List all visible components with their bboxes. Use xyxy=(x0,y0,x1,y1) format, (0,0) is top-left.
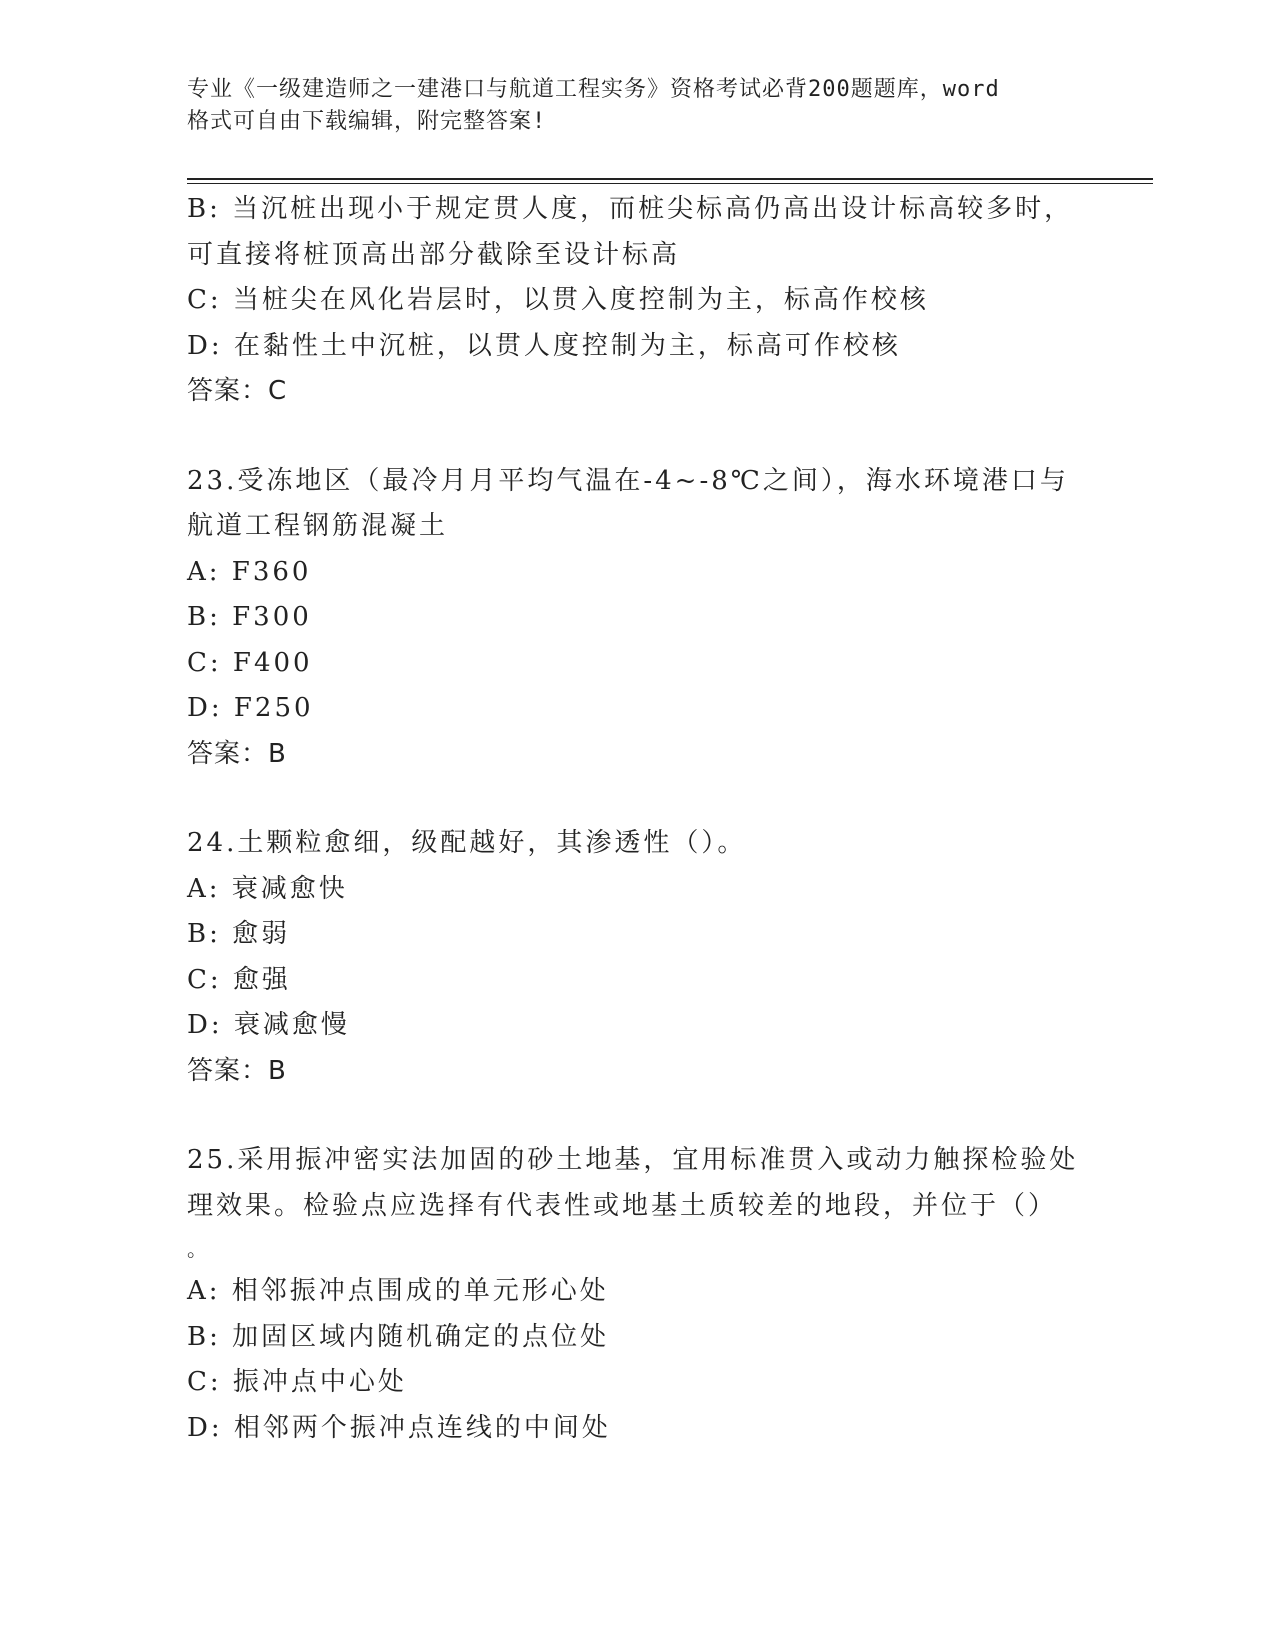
question-23 xyxy=(187,459,1087,778)
q24-option-b: B: 愈弱 xyxy=(187,919,291,949)
q23-option-c: C: F400 xyxy=(187,647,313,678)
question-content xyxy=(187,187,1087,1451)
question-22 xyxy=(187,187,1087,415)
q24-stem: 24.土颗粒愈细，级配越好，其渗透性（）。 xyxy=(187,828,747,858)
header-line-1: 专业《一级建造师之一建港口与航道工程实务》资格考试必背200题题库，word xyxy=(187,77,1000,102)
header-divider-thin xyxy=(187,183,1153,184)
q22-answer: 答案：C xyxy=(187,376,288,406)
q24-answer: 答案：B xyxy=(187,1055,287,1086)
q24-option-c: C: 愈强 xyxy=(187,964,291,995)
question-24 xyxy=(187,821,1087,1094)
q23-stem-line-2: 航道工程钢筋混凝土 xyxy=(187,511,449,541)
q25-option-c: C: 振冲点中心处 xyxy=(187,1367,407,1397)
q24-option-d: D: 衰减愈慢 xyxy=(187,1010,350,1040)
q25-stem-line-3: 。 xyxy=(187,1237,210,1261)
q25-option-a: A: 相邻振冲点围成的单元形心处 xyxy=(187,1276,609,1306)
question-25 xyxy=(187,1138,1087,1451)
q23-option-d: D: F250 xyxy=(187,693,314,723)
q23-option-b: B: F300 xyxy=(187,602,312,632)
q22-option-b-line-1: B: 当沉桩出现小于规定贯人度，而桩尖标高仍高出设计标高较多时， xyxy=(187,194,1074,224)
q23-answer: 答案：B xyxy=(187,738,287,769)
q25-option-b: B: 加固区域内随机确定的点位处 xyxy=(187,1321,610,1352)
header-line-2: 格式可自由下载编辑，附完整答案! xyxy=(187,109,547,134)
q25-stem-line-2: 理效果。检验点应选择有代表性或地基土质较差的地段，并位于（） xyxy=(187,1190,1058,1221)
q25-option-d: D: 相邻两个振冲点连线的中间处 xyxy=(187,1412,611,1443)
q23-option-a: A: F360 xyxy=(187,556,312,587)
q22-option-b-line-2: 可直接将桩顶高出部分截除至设计标高 xyxy=(187,239,681,270)
q22-option-d: D: 在黏性土中沉桩，以贯人度控制为主，标高可作校核 xyxy=(187,330,901,361)
header-divider-thick xyxy=(187,178,1153,180)
q24-option-a: A: 衰减愈快 xyxy=(187,873,348,904)
q22-option-c: C: 当桩尖在风化岩层时，以贯入度控制为主，标高作校核 xyxy=(187,285,929,315)
q23-stem-line-1: 23.受冻地区（最冷月月平均气温在-4~-8℃之间），海水环境港口与 xyxy=(187,465,1069,496)
q25-stem-line-1: 25.采用振冲密实法加固的砂土地基，宜用标准贯入或动力触探检验处 xyxy=(187,1145,1079,1175)
document-header xyxy=(187,74,1067,138)
